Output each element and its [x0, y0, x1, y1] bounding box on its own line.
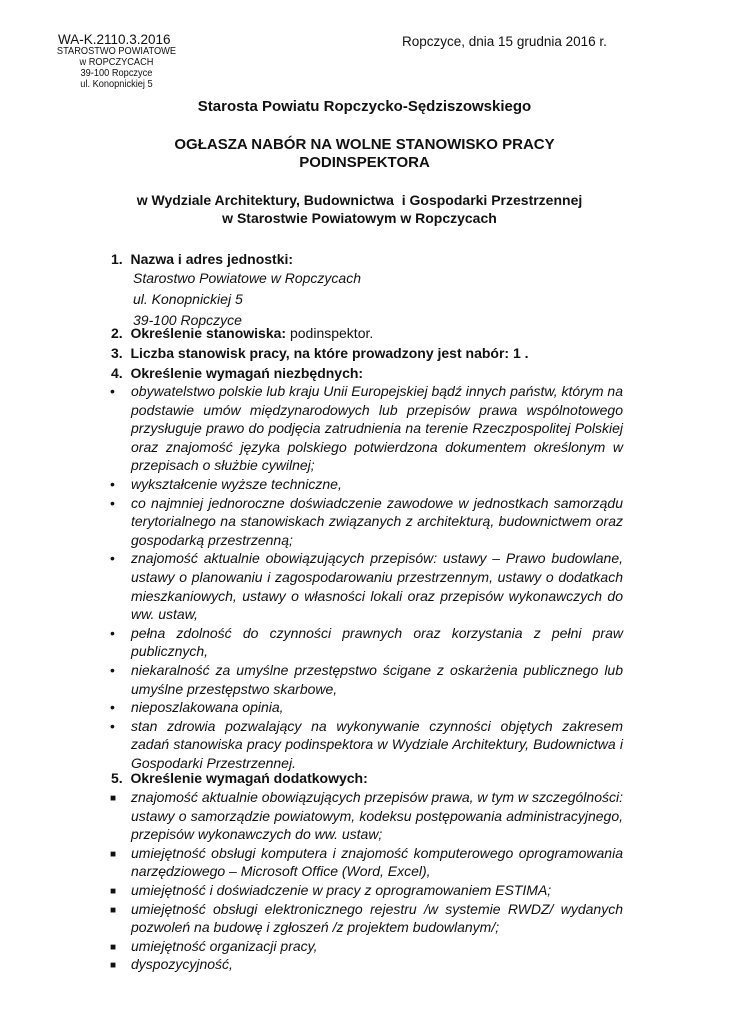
list-item — [0, 717, 729, 773]
list-item — [0, 955, 729, 974]
list-item — [0, 788, 729, 844]
section-4-heading — [111, 363, 363, 383]
list-item — [0, 881, 729, 900]
department-line: w Wydziale Architektury, Budownictwa i Gospodarki Przestrzennej — [136, 192, 583, 208]
office-stamp — [54, 46, 179, 90]
list-item — [0, 661, 729, 698]
square-bullet-icon: ■ — [110, 848, 117, 860]
bullet-icon: • — [110, 717, 115, 734]
list-item-text: umiejętność i doświadczenie w pracy z oprogramowaniem ESTIMA; — [131, 881, 552, 898]
section-5-heading — [111, 768, 368, 788]
list-item — [0, 844, 729, 881]
section-label: 3. Liczba stanowisk pracy, na które prowadzony jest nabór: 1 . — [111, 345, 529, 361]
list-item-text: umiejętność obsługi elektronicznego rejestru /w systemie RWDZ/ wydanych pozwoleń na budowę i zgłoszeń /z projektem budowlanym/; — [131, 900, 623, 936]
section-label: 1. Nazwa i adres jednostki: — [111, 251, 294, 267]
stamp-line: 39-100 Ropczyce — [80, 67, 153, 79]
place-and-date: Ropczyce, dnia 15 grudnia 2016 r. — [402, 34, 607, 49]
bullet-icon: • — [110, 699, 115, 716]
bullet-icon: • — [110, 624, 115, 641]
square-bullet-icon: ■ — [110, 904, 117, 916]
list-item-text: niekaralność za umyślne przestępstwo ścigane z oskarżenia publicznego lub umyślne przestępstwo skarbowe, — [131, 661, 623, 697]
list-item — [0, 900, 729, 937]
list-item-text: co najmniej jednoroczne doświadczenie zawodowe w jednostkach samorządu terytorialnego na stanowiskach związanych z architekturą, budownictwem oraz gospodarką przestrzenną; — [131, 494, 623, 548]
section-label: 5. Określenie wymagań dodatkowych: — [111, 770, 368, 786]
issuer-heading: Starosta Powiatu Ropczycko-Sędziszowskiego — [197, 98, 532, 115]
list-item-text: znajomość aktualnie obowiązujących przepisów prawa, w tym w szczególności: ustawy o samorządzie powiatowym, kodeksu postępowania administracyjnego, przepisów wykonawczych do ww. ustaw; — [131, 789, 623, 843]
square-bullet-icon: ■ — [110, 793, 117, 804]
list-item-text: umiejętność organizacji pracy, — [131, 937, 318, 954]
list-item — [0, 549, 729, 623]
list-item — [0, 624, 729, 661]
address-line: 39-100 Ropczyce — [133, 312, 242, 328]
announcement-heading — [0, 136, 729, 172]
announcement-line: PODINSPEKTORA — [299, 154, 430, 171]
stamp-line: w ROPCZYCACH — [79, 56, 154, 68]
list-item-text: obywatelstwo polskie lub kraju Unii Europejskiej bądź innych państw, którym na podstawie umów międzynarodowych lub przepisów prawa wspólnotowego przysługuje prawo do podjęcia zatrudnienia na terenie Rzeczpospolitej Polskiej oraz znajomość języka polskiego potwierdzona dokumentem określonym w przepisach o służbie cywilnej; — [131, 383, 623, 474]
department-heading — [0, 191, 724, 227]
list-item-text: umiejętność obsługi komputera i znajomość komputerowego oprogramowania narzędziowego – Microsoft Office (Word, Excel), — [131, 844, 623, 880]
list-item-text: nieposzlakowana opinia, — [131, 699, 284, 716]
position-name: podinspektor. — [286, 325, 374, 341]
section-3-heading — [111, 343, 529, 363]
address-line: ul. Konopnickiej 5 — [133, 291, 243, 307]
bullet-icon: • — [110, 550, 115, 567]
stamp-line: STAROSTWO POWIATOWE — [56, 45, 177, 57]
section-label: 4. Określenie wymagań niezbędnych: — [111, 365, 364, 381]
unit-address — [133, 268, 361, 331]
reference-number: WA-K.2110.3.2016 — [58, 32, 171, 47]
square-bullet-icon: ■ — [110, 960, 117, 972]
list-item-text: wykształcenie wyższe techniczne, — [131, 475, 342, 492]
stamp-line: ul. Konopnickiej 5 — [80, 78, 153, 90]
list-item-text: znajomość aktualnie obowiązujących przepisów: ustawy – Prawo budowlane, ustawy o planowaniu i zagospodarowaniu przestrzennym, ustawy o dodatkach mieszkaniowych, ustawy o własności lokali oraz przepisów wykonawczych do ww. ustaw, — [131, 550, 623, 623]
bullet-icon: • — [110, 661, 115, 678]
list-item — [0, 382, 729, 475]
department-line: w Starostwie Powiatowym w Ropczycach — [222, 210, 497, 226]
list-item — [0, 494, 729, 550]
announcement-line: OGŁASZA NABÓR NA WOLNE STANOWISKO PRACY — [174, 136, 555, 153]
list-item — [0, 937, 729, 956]
bullet-icon: • — [110, 494, 115, 511]
list-item — [0, 698, 729, 717]
bullet-icon: • — [110, 383, 115, 399]
required-qualifications-list — [0, 382, 729, 772]
list-item — [0, 475, 729, 494]
additional-qualifications-list — [0, 788, 729, 974]
list-item-text: pełna zdolność do czynności prawnych oraz korzystania z pełni praw publicznych, — [131, 624, 623, 660]
section-2-heading — [111, 323, 373, 343]
address-line: Starostwo Powiatowe w Ropczycach — [133, 270, 361, 286]
list-item-text: stan zdrowia pozwalający na wykonywanie czynności objętych zakresem zadań stanowiska pracy podinspektora w Wydziale Architektury, Budownictwa i Gospodarki Przestrzennej. — [131, 717, 623, 771]
section-label: 2. Określenie stanowiska: — [111, 325, 287, 341]
square-bullet-icon: ■ — [110, 885, 117, 897]
bullet-icon: • — [110, 475, 115, 492]
section-1-heading — [111, 249, 293, 269]
square-bullet-icon: ■ — [110, 941, 117, 953]
list-item-text: dyspozycyjność, — [131, 956, 233, 973]
